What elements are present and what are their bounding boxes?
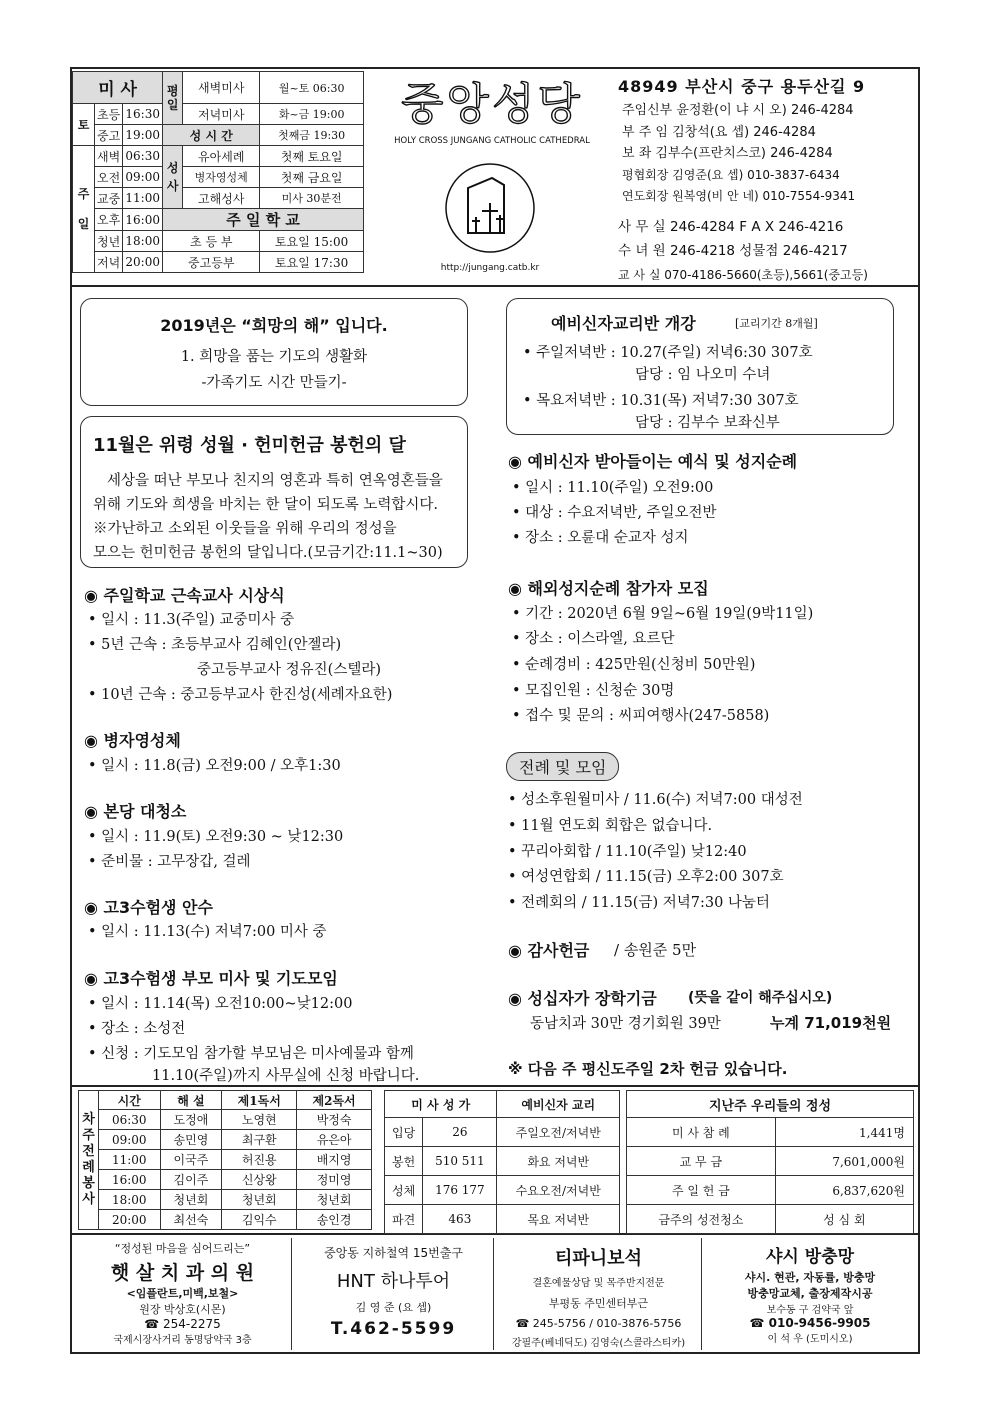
service-head: 시간 — [99, 1091, 161, 1110]
section-line: 11.10(주일)까지 사무실에 신청 바랍니다. — [152, 1068, 420, 1084]
section-line: • 일시 : 11.14(목) 오전10:00~낮12:00 — [88, 996, 353, 1012]
scholarship-total: 누계 71,019천원 — [770, 1014, 892, 1032]
choir-cell: 목요 저녁반 — [497, 1205, 620, 1234]
school-row-time: 토요일 17:30 — [260, 252, 364, 273]
weekday-row-label: 새벽미사 — [183, 72, 260, 104]
section-title: ◉ 주일학교 근속교사 시상식 — [84, 586, 285, 605]
hope-title: 2019년은 “희망의 해” 입니다. — [160, 316, 388, 335]
catechism-line: 담당 : 김부수 보좌신부 — [635, 415, 780, 431]
thanks-title: ◉ 감사헌금 — [508, 941, 590, 960]
ad-title: 티파니보석 — [555, 1248, 642, 1269]
choir-cell: 주일오전/저녁반 — [497, 1118, 620, 1147]
sun-row-label: 오후 — [95, 209, 123, 231]
sunday-label: 주일 — [73, 146, 95, 273]
hope-line: -가족기도 시간 만들기- — [201, 375, 347, 391]
section-line: • 10년 근속 : 중고등부교사 한진성(세례자요한) — [88, 687, 393, 703]
service-cell: 최선숙 — [160, 1210, 222, 1230]
november-line: 세상을 떠난 부모나 친지의 영혼과 특히 연옥영혼들을 — [107, 473, 443, 489]
service-cell: 이국주 — [160, 1150, 222, 1170]
service-cell: 청년회 — [222, 1190, 297, 1210]
offering-cell: 주 일 헌 금 — [627, 1176, 776, 1205]
section-line: • 일시 : 11.8(금) 오전9:00 / 오후1:30 — [88, 758, 341, 774]
offering-cell: 7,601,000원 — [775, 1147, 913, 1176]
choir-head: 예비신자 교리 — [497, 1091, 620, 1118]
ad-line: 김 영 준 (요 셉) — [355, 1301, 432, 1314]
ad-tour — [294, 1238, 494, 1350]
sac-row-time: 첫째 금요일 — [260, 167, 364, 188]
sun-row-label: 오전 — [95, 167, 123, 188]
ad-line: ☎ 254-2275 — [144, 1317, 221, 1331]
weekday-row-label: 저녁미사 — [183, 104, 260, 125]
november-line: ※가난하고 소외된 이웃들을 위해 우리의 정성을 — [93, 521, 397, 537]
section-line: • 접수 및 문의 : 씨피여행사(247-5858) — [512, 708, 770, 724]
sat-label: 토 — [73, 104, 95, 146]
section-title: ◉ 해외성지순례 참가자 모집 — [508, 579, 709, 598]
offering-cell: 6,837,620원 — [775, 1176, 913, 1205]
november-title: 11월은 위령 성월 · 헌미헌금 봉헌의 달 — [93, 435, 406, 456]
ad-title: HNT 하나투어 — [336, 1271, 451, 1292]
sun-row-label: 교중 — [95, 188, 123, 209]
service-cell: 09:00 — [99, 1130, 161, 1150]
november-line: 위해 기도와 희생을 바치는 한 달이 되도록 노력합시다. — [93, 497, 439, 513]
sat-row-label: 중고 — [95, 125, 123, 146]
ad-line: 이 석 우 (도미시오) — [767, 1334, 853, 1345]
sat-row-label: 초등 — [95, 104, 123, 125]
service-cell: 박정숙 — [297, 1110, 372, 1130]
service-cell: 도정애 — [160, 1110, 222, 1130]
ad-jewelry — [496, 1238, 702, 1350]
offering-cell: 성 심 회 — [775, 1205, 913, 1234]
school-row-label: 초 등 부 — [163, 231, 260, 252]
service-cell: 청년회 — [160, 1190, 222, 1210]
scholarship-line: 동남치과 30만 경기회원 39만 — [530, 1016, 721, 1032]
ad-line: 부평동 주민센터부근 — [548, 1297, 649, 1310]
ad-line: 방충망교체, 출장제작시공 — [747, 1287, 873, 1300]
choir-cell: 입당 — [385, 1118, 423, 1147]
catechism-sub: [교리기간 8개월] — [735, 317, 818, 330]
choir-table — [384, 1090, 620, 1234]
service-cell: 김이주 — [160, 1170, 222, 1190]
mass-head: 미 사 — [73, 72, 163, 104]
service-cell: 노영현 — [222, 1110, 297, 1130]
choir-cell: 26 — [423, 1118, 497, 1147]
phone-line: 사 무 실 246-4284 F A X 246-4216 — [618, 219, 844, 235]
weekday-row-time: 월~토 06:30 — [260, 72, 364, 104]
catechism-line: • 목요저녁반 : 10.31(목) 저녁7:30 307호 — [523, 393, 799, 409]
sun-row-label: 청년 — [95, 231, 123, 252]
phone-list — [618, 215, 868, 287]
choir-cell: 510 511 — [423, 1147, 497, 1176]
section-line: • 대상 : 수요저녁반, 주일오전반 — [512, 505, 717, 521]
section-line: • 5년 근속 : 초등부교사 김혜인(안젤라) — [88, 637, 342, 653]
ad-line: 샤시. 현관, 자동률, 방충망 — [744, 1271, 876, 1284]
section-line: • 모집인원 : 신청순 30명 — [512, 683, 675, 699]
weekday-label: 평일 — [163, 72, 183, 125]
service-cell: 06:30 — [99, 1110, 161, 1130]
choir-cell: 화요 저녁반 — [497, 1147, 620, 1176]
ad-line: 결혼예물상담 및 목주반지전문 — [532, 1278, 665, 1289]
ad-line: 중앙동 지하철역 15번출구 — [324, 1246, 463, 1260]
service-cell: 송민영 — [160, 1130, 222, 1150]
choir-cell: 파견 — [385, 1205, 423, 1234]
section-line: • 준비물 : 고무장갑, 걸레 — [88, 854, 251, 870]
staff-line: 주임신부 윤정환(이 냐 시 오) 246-4284 — [622, 103, 854, 118]
liturgy-line: • 11월 연도회 회합은 없습니다. — [508, 818, 713, 834]
section-title: ◉ 본당 대청소 — [84, 802, 187, 821]
church-name-en: HOLY CROSS JUNGANG CATHOLIC CATHEDRAL — [394, 136, 590, 146]
service-head: 제2독서 — [297, 1091, 372, 1110]
staff-line: 보 좌 김부수(프란치스코) 246-4284 — [622, 146, 833, 161]
phone-line: 수 녀 원 246-4218 성물점 246-4217 — [618, 243, 848, 259]
section-line: • 일시 : 11.9(토) 오전9:30 ~ 낮12:30 — [88, 829, 344, 845]
ad-phone: T.462-5599 — [330, 1319, 457, 1339]
catechism-line: 담당 : 임 나오미 수녀 — [635, 367, 771, 383]
service-cell: 송인경 — [297, 1210, 372, 1230]
service-label: 차주전례봉사 — [79, 1091, 99, 1230]
address: 48949 부산시 중구 용두산길 9 — [618, 77, 866, 96]
sun-row-time: 09:00 — [123, 167, 163, 188]
staff-line: 평협회장 김영준(요 셉) 010-3837-6434 — [622, 167, 840, 182]
service-cell: 16:00 — [99, 1170, 161, 1190]
liturgy-line: • 꾸리아회합 / 11.10(주일) 낮12:40 — [508, 844, 747, 860]
notice-line: ※ 다음 주 평신도주일 2차 헌금 있습니다. — [508, 1060, 788, 1078]
sacrament-label: 성사 — [163, 146, 183, 209]
section-title: ◉ 병자영성체 — [84, 731, 181, 750]
ad-line: 원장 박상호(시몬) — [139, 1303, 226, 1316]
catechism-title: 예비신자교리반 개강 — [551, 314, 696, 333]
service-cell: 정미영 — [297, 1170, 372, 1190]
catechism-box — [506, 298, 894, 435]
first-friday-time: 첫째금 19:30 — [260, 125, 364, 146]
sun-row-label: 저녁 — [95, 252, 123, 273]
scholarship-title: ◉ 성십자가 장학기금 — [508, 989, 657, 1008]
ad-line: 강필주(베네딕도) 김영숙(스콜라스티카) — [511, 1338, 686, 1349]
ad-line: 보수동 구 검약국 앞 — [766, 1305, 854, 1316]
footer-divider — [70, 1085, 920, 1087]
section-line: • 장소 : 소성전 — [88, 1021, 186, 1037]
offering-cell: 1,441명 — [775, 1118, 913, 1147]
liturgy-line: • 성소후원월미사 / 11.6(수) 저녁7:00 대성전 — [508, 792, 803, 808]
weekday-row-time: 화~금 19:00 — [260, 104, 364, 125]
liturgy-line: • 전례회의 / 11.15(금) 저녁7:30 나눔터 — [508, 895, 770, 911]
confession-label: 성 시 간 — [163, 125, 260, 146]
ad-line: ☎ 010-9456-9905 — [749, 1316, 871, 1330]
school-head: 주 일 학 교 — [163, 209, 364, 231]
ad-dental — [74, 1238, 292, 1350]
sac-row-label: 유아세례 — [183, 146, 260, 167]
school-row-time: 토요일 15:00 — [260, 231, 364, 252]
liturgy-tag: 전례 및 모임 — [506, 752, 619, 781]
staff-line: 연도회장 원복영(비 안 네) 010-7554-9341 — [622, 189, 856, 203]
section-title: ◉ 고3수험생 부모 미사 및 기도모임 — [84, 969, 338, 988]
service-cell: 20:00 — [99, 1210, 161, 1230]
scholarship-sub: (뜻을 같이 해주십시오) — [688, 990, 833, 1006]
choir-cell: 봉헌 — [385, 1147, 423, 1176]
section-line: • 일시 : 11.10(주일) 오전9:00 — [512, 480, 714, 496]
service-cell: 유은아 — [297, 1130, 372, 1150]
ad-sash — [704, 1238, 916, 1350]
section-line: • 순례경비 : 425만원(신청비 50만원) — [512, 657, 756, 673]
ad-line: <임플란트,미백,보철> — [126, 1287, 239, 1300]
service-head: 해 설 — [160, 1091, 222, 1110]
sac-row-time: 첫째 토요일 — [260, 146, 364, 167]
thanks-line: / 송원준 5만 — [614, 941, 697, 959]
mass-schedule-table — [72, 71, 364, 273]
sun-row-time: 06:30 — [123, 146, 163, 167]
ad-line: “정성된 마음을 심어드리는” — [114, 1242, 251, 1255]
school-row-label: 중고등부 — [163, 252, 260, 273]
service-cell: 청년회 — [297, 1190, 372, 1210]
november-box — [80, 416, 468, 568]
section-line: • 장소 : 이스라엘, 요르단 — [512, 631, 675, 647]
hope-line: 1. 희망을 품는 기도의 생활화 — [180, 349, 368, 365]
service-cell: 김익수 — [222, 1210, 297, 1230]
service-table — [78, 1090, 372, 1230]
sac-row-time: 미사 30분전 — [260, 188, 364, 209]
sat-row-time: 19:00 — [123, 125, 163, 146]
offering-cell: 미 사 참 례 — [627, 1118, 776, 1147]
ad-line: ☎ 245-5756 / 010-3876-5756 — [515, 1317, 682, 1330]
choir-cell: 463 — [423, 1205, 497, 1234]
service-cell: 최구환 — [222, 1130, 297, 1150]
sun-row-label: 새벽 — [95, 146, 123, 167]
november-line: 모으는 헌미헌금 봉헌의 달입니다.(모금기간:11.1~30) — [93, 545, 443, 561]
choir-cell: 성체 — [385, 1176, 423, 1205]
sac-row-label: 고해성사 — [183, 188, 260, 209]
sun-row-time: 16:00 — [123, 209, 163, 231]
section-line: • 일시 : 11.13(수) 저녁7:00 미사 중 — [88, 924, 327, 940]
section-line: • 일시 : 11.3(주일) 교중미사 중 — [88, 612, 295, 628]
choir-cell: 수요오전/저녁반 — [497, 1176, 620, 1205]
ad-title: 샤시 방충망 — [765, 1247, 855, 1267]
sac-row-label: 병자영성체 — [183, 167, 260, 188]
website-url: http://jungang.catb.kr — [440, 263, 540, 273]
staff-line: 부 주 임 김창석(요 셉) 246-4284 — [622, 124, 816, 140]
section-line: 중고등부교사 정유진(스텔라) — [197, 662, 382, 678]
service-cell: 신상왕 — [222, 1170, 297, 1190]
staff-list — [622, 100, 855, 208]
ad-line: 국제시장사거리 동명당약국 3층 — [113, 1335, 252, 1346]
hope-box — [80, 298, 468, 406]
sun-row-time: 20:00 — [123, 252, 163, 273]
offering-head: 지난주 우리들의 정성 — [627, 1091, 914, 1118]
liturgy-line: • 여성연합회 / 11.15(금) 오후2:00 307호 — [508, 869, 784, 885]
section-title: ◉ 고3수험생 안수 — [84, 898, 213, 917]
church-name: 중앙성당 — [400, 79, 583, 130]
service-cell: 배지영 — [297, 1150, 372, 1170]
service-cell: 허진용 — [222, 1150, 297, 1170]
service-cell: 11:00 — [99, 1150, 161, 1170]
section-line: • 장소 : 오륜대 순교자 성지 — [512, 530, 689, 546]
service-head: 제1독서 — [222, 1091, 297, 1110]
ad-title: 햇 살 치 과 의 원 — [110, 1262, 255, 1284]
sat-row-time: 16:30 — [123, 104, 163, 125]
choir-cell: 176 177 — [423, 1176, 497, 1205]
church-seal-icon — [430, 153, 550, 263]
offering-cell: 교 무 금 — [627, 1147, 776, 1176]
section-title: ◉ 예비신자 받아들이는 예식 및 성지순례 — [508, 452, 798, 471]
sun-row-time: 18:00 — [123, 231, 163, 252]
choir-head: 미 사 성 가 — [385, 1091, 497, 1118]
offering-cell: 금주의 성전청소 — [627, 1205, 776, 1234]
section-line: • 신청 : 기도모임 참가할 부모님은 미사예물과 함께 — [88, 1046, 414, 1062]
sun-row-time: 11:00 — [123, 188, 163, 209]
service-cell: 18:00 — [99, 1190, 161, 1210]
catechism-line: • 주일저녁반 : 10.27(주일) 저녁6:30 307호 — [523, 345, 813, 361]
section-line: • 기간 : 2020년 6월 9일~6월 19일(9박11일) — [512, 606, 814, 622]
offering-table — [626, 1090, 914, 1234]
phone-line: 교 사 실 070-4186-5660(초등),5661(중고등) — [618, 268, 868, 282]
